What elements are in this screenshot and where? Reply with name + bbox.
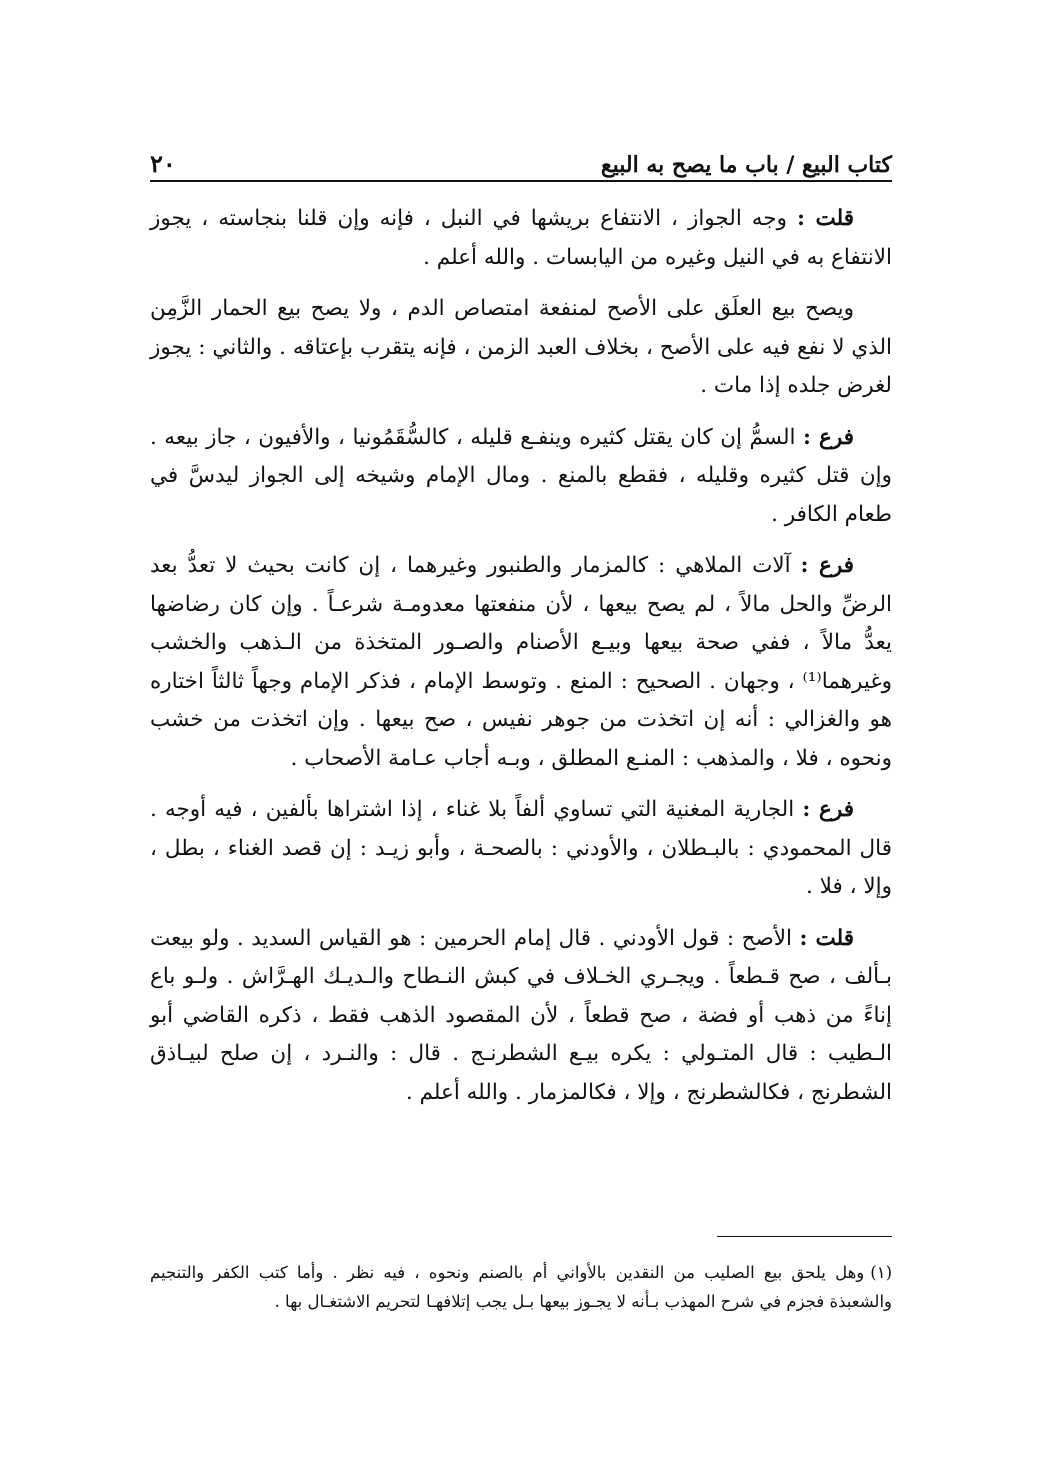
page-number: ٢٠ — [150, 149, 176, 178]
paragraph-lead: قلت : — [799, 925, 854, 951]
paragraph — [150, 419, 892, 535]
running-header — [150, 132, 892, 178]
paragraph-lead: فرع : — [802, 424, 855, 450]
paragraph-lead: قلت : — [796, 206, 854, 231]
paragraph — [150, 290, 892, 406]
footnote-number: (١) — [870, 1263, 892, 1282]
paragraph — [150, 791, 892, 907]
paragraph-lead: فرع : — [802, 797, 854, 822]
footnote-rule — [717, 1236, 892, 1237]
footnote — [150, 1258, 892, 1316]
paragraph — [150, 547, 892, 778]
paragraph-lead: فرع : — [800, 553, 855, 578]
paragraph-text: الجارية المغنية التي تساوي ألفاً بلا غناء ، إذا اشتراها بألفين ، فيه أوجه . قال المحمودي : بالبـطلان ، والأودني : بالصحـة ، وأبو زيـد : إن قصد الغناء ، بطل ، وإلا ، فلا . — [150, 797, 892, 899]
paragraph-text: آلات الملاهي : كالمزمار والطنبور وغيرهما ، إن كانت بحيث لا تعدُّ بعد الرضِّ والحل مالاً ، لم يصح بيعها ، لأن منفعتها معدومـة شرعـاً . وإن كان رضاضها يعدُّ مالاً ، ففي صحة بيعها وبيـع الأصنام والصـور المتخذة من الـذهب والخشب وغيرهما⁽¹⁾ ، وجهان . الصحيح : المنع . وتوسط الإمام ، فذكر الإمام وجهاً ثالثاً اختاره هو والغزالي : أنه إن اتخذت من جوهر نفيس ، صح بيعها . وإن اتخذت من خشب ونحوه ، فلا ، والمذهب : المنـع المطلق ، وبـه أجاب عـامة الأصحاب . — [150, 553, 892, 771]
paragraph — [150, 920, 892, 1113]
main-text — [150, 200, 892, 1125]
paragraph-text: وجه الجواز ، الانتفاع بريشها في النبل ، فإنه وإن قلنا بنجاسته ، يجوز الانتفاع به في النيل وغيره من اليابسات . والله أعلم . — [150, 206, 892, 270]
footnote-text: وهل يلحق بيع الصليب من النقدين بالأواني أم بالصنم ونحوه ، فيه نظر . وأما كتب الكفر والتنجيم والشعبذة فجزم في شرح المهذب بـأنه لا يجـوز بيعها بـل يجب إتلافهـا لتحريم الاشتغـال بها . — [150, 1263, 892, 1311]
paragraph — [150, 200, 892, 277]
paragraph-text: السمُّ إن كان يقتل كثيره وينفـع قليله ، كالسُّقَمُونيا ، والأفيون ، جاز بيعه . وإن قتل كثيره وقليله ، فقطع بالمنع . ومال الإمام وشيخه إلى الجواز ليدسَّ في طعام الكافر . — [150, 424, 892, 527]
paragraph-text: الأصح : قول الأودني . قال إمام الحرمين : هو القياس السديد . ولو بيعت بـألف ، صح قـطعاً . ويجـري الخـلاف في كبش النـطاح والـديـك الهـرَّاش . ولـو باع إناءً من ذهب أو فضة ، صح قطعاً ، لأن المقصود الذهب فقط ، ذكره القاضي أبو الـطيب : قال المتـولي : يكره بيـع الشطرنـج . قال : والنـرد ، إن صلح لبيـاذق الشطرنج ، فكالشطرنج ، وإلا ، فكالمزمار . والله أعلم . — [150, 925, 892, 1105]
chapter-title: كتاب البيع / باب ما يصح به البيع — [600, 152, 892, 178]
paragraph-text: ويصح بيع العلَق على الأصح لمنفعة امتصاص الدم ، ولا يصح بيع الحمار الزَّمِن الذي لا نفع فيه على الأصح ، بخلاف العبد الزمن ، فإنه يتقرب بإعتاقه . والثاني : يجوز لغرض جلده إذا مات . — [150, 296, 892, 398]
header-rule — [150, 180, 892, 182]
